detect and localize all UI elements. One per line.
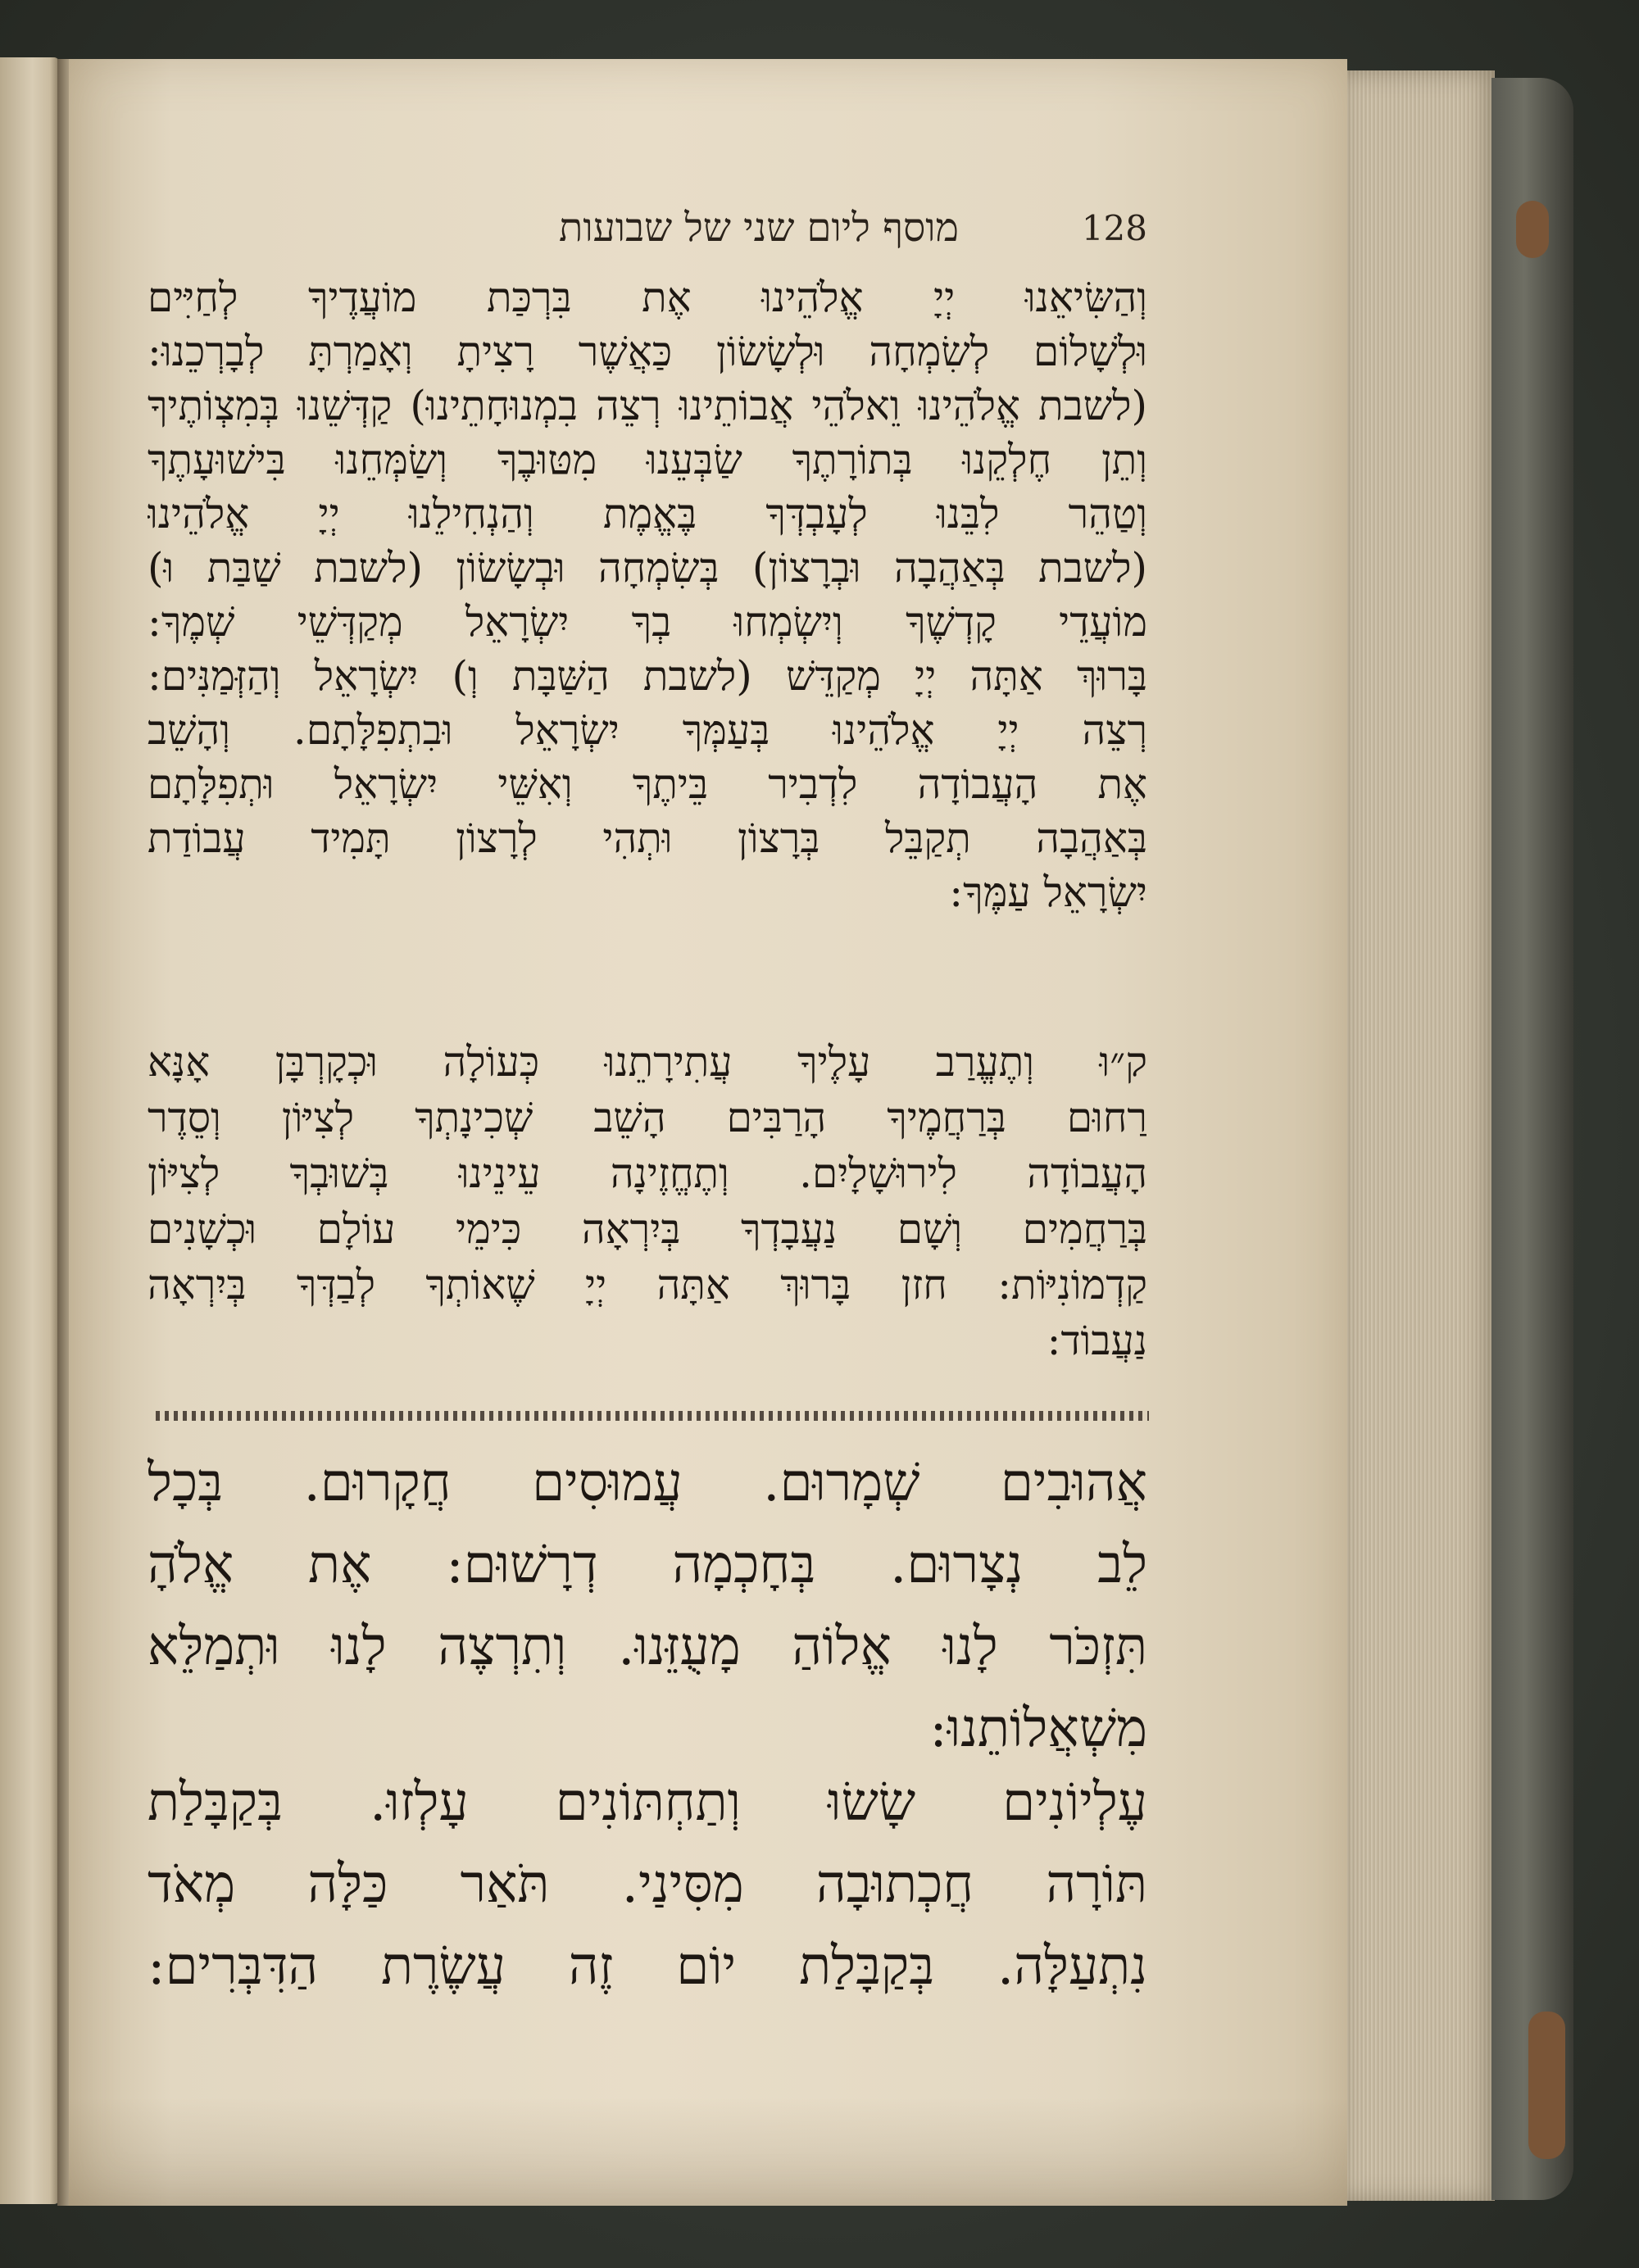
text-line: בְּאַהֲבָה תְקַבֵּל בְּרָצוֹן וּתְהִי לְרָצוֹן תָּמִיד עֲבוֹדַת bbox=[148, 814, 1147, 862]
text-line: לֵב נְצָרוּם. בְּחָכְמָה דְרָשׁוּם: אֶת אֱלֹהָ bbox=[148, 1535, 1147, 1595]
text-block-vetearev bbox=[148, 1034, 1147, 1368]
page-edges bbox=[1347, 70, 1495, 2201]
text-line: קַדְמוֹנִיּוֹת: חזן בָּרוּךְ אַתָּה יְיָ שֶׁאוֹתְךָ לְבַדְּךָ בְּיִרְאָה bbox=[148, 1261, 1147, 1309]
text-line: יִשְׂרָאֵל עַמֶּךָ: bbox=[949, 869, 1147, 916]
page-shadow bbox=[69, 2098, 1347, 2206]
text-line: מוֹעֲדֵי קָדְשֶׁךָ וְיִשְׂמְחוּ בְךָ יִשְׂרָאֵל מְקַדְּשֵׁי שְׁמֶךָ: bbox=[148, 598, 1147, 646]
text-line: בְּרַחֲמִים וְשָׁם נַעֲבָדְךָ בְּיִרְאָה כִּימֵי עוֹלָם וּכְשָׁנִים bbox=[148, 1205, 1147, 1253]
text-line: וְטַהֵר לִבֵּנוּ לְעָבְדְּךָ בֶּאֱמֶת וְהַנְחִילֵנוּ יְיָ אֱלֹהֵינוּ bbox=[148, 490, 1147, 538]
text-line: אֶת הָעֲבוֹדָה לִדְבִיר בֵּיתֶךָ וְאִשֵּׁי יִשְׂרָאֵל וּתְפִלָּתָם bbox=[148, 760, 1147, 808]
text-line: ק״וּ וְתֶעֱרַב עָלֶיךָ עֲתִירָתֵנוּ כְּעוֹלָה וּכְקָרְבָּן אָנָּא bbox=[148, 1038, 1147, 1086]
text-line: אֲהוּבִים שְׁמָרוּם. עֲמוּסִים חֲקָרוּם. בְּכָל bbox=[148, 1453, 1147, 1513]
text-line: רַחוּם בְּרַחֲמֶיךָ הָרַבִּים הָשֵׁב שְׁכִינָתְךָ לְצִיּוֹן וְסֵדֶר bbox=[148, 1094, 1147, 1141]
text-line: תִּזְכֹּר לָנוּ אֱלוֹהַ מָעֻזֵּנוּ. וְתִרְצֶה לָנוּ וּתְמַלֵּא bbox=[148, 1617, 1147, 1677]
text-line: מִשְׁאֲלוֹתֵנוּ: bbox=[929, 1699, 1147, 1759]
text-line: וּלְשָׁלוֹם לְשִׂמְחָה וּלְשָׂשׂוֹן כַּאֲשֶׁר רָצִיתָ וְאָמַרְתָּ לְבָרְכֵנוּ: bbox=[148, 328, 1147, 375]
ornamental-divider bbox=[156, 1411, 1149, 1421]
text-block-main bbox=[148, 270, 1147, 919]
text-line: נַעֲבוֹד: bbox=[1047, 1317, 1147, 1364]
text-line: תּוֹרָה חֲכְתוּבָה מִסִּינַי. תֹּאַר כַּלָּה מְאֹד bbox=[148, 1854, 1147, 1915]
text-line: בָּרוּךְ אַתָּה יְיָ מְקַדֵּשׁ (לשבת הַשַּׁבָּת וְ) יִשְׂרָאֵל וְהַזְּמַנִּים: bbox=[148, 652, 1147, 700]
cover-wear bbox=[1516, 201, 1549, 258]
text-line: (לשבת בְּאַהֲבָה וּבְרָצוֹן) בְּשִׂמְחָה וּבְשָׂשׂוֹן (לשבת שַׁבַּת וּ) bbox=[148, 544, 1147, 592]
cover-wear bbox=[1528, 2012, 1565, 2159]
left-page-edge bbox=[0, 57, 59, 2204]
running-title: מוסף ליום שני של שבועות bbox=[559, 205, 959, 251]
text-line: (לשבת אֱלֹהֵינוּ וֵאלֹהֵי אֲבוֹתֵינוּ רְצֵה בִמְנוּחָתֵינוּ) קַדְּשֵׁנוּ בְּמִצְוֹתֶיךָ bbox=[148, 382, 1147, 429]
text-line: וְתֵן חֶלְקֵנוּ בְּתוֹרָתֶךָ שַׂבְּעֵנוּ מִטּוּבֶךָ וְשַׂמְּחֵנוּ בִּישׁוּעָתֶךָ bbox=[148, 436, 1147, 483]
piyut-block-1 bbox=[148, 1442, 1147, 1770]
page-number: 128 bbox=[1081, 208, 1147, 248]
text-line: נִתְעַלָּה. בְּקַבָּלַת יוֹם זֶה עֲשֶׂרֶת הַדִּבְּרִים: bbox=[148, 1936, 1147, 1997]
text-line: וְהַשִּׂיאֵנוּ יְיָ אֱלֹהֵינוּ אֶת בִּרְכַּת מוֹעֲדֶיךָ לְחַיִּים bbox=[148, 274, 1147, 321]
book-cover-spine bbox=[1491, 78, 1573, 2200]
text-line: עֶלְיוֹנִים שָׂשׂוּ וְתַחְתּוֹנִים עָלְזוּ. בְּקַבָּלַת bbox=[148, 1772, 1147, 1833]
running-header bbox=[148, 205, 1147, 262]
text-line: הָעֲבוֹדָה לִירוּשָׁלָיִם. וְתֶחֱזֶינָה עֵינֵינוּ בְּשׁוּבְךָ לְצִיּוֹן bbox=[148, 1150, 1147, 1197]
text-line: רְצֵה יְיָ אֱלֹהֵינוּ בְּעַמְּךָ יִשְׂרָאֵל וּבִתְפִלָּתָם. וְהָשֵׁב bbox=[148, 706, 1147, 754]
piyut-block-2 bbox=[148, 1762, 1147, 2007]
